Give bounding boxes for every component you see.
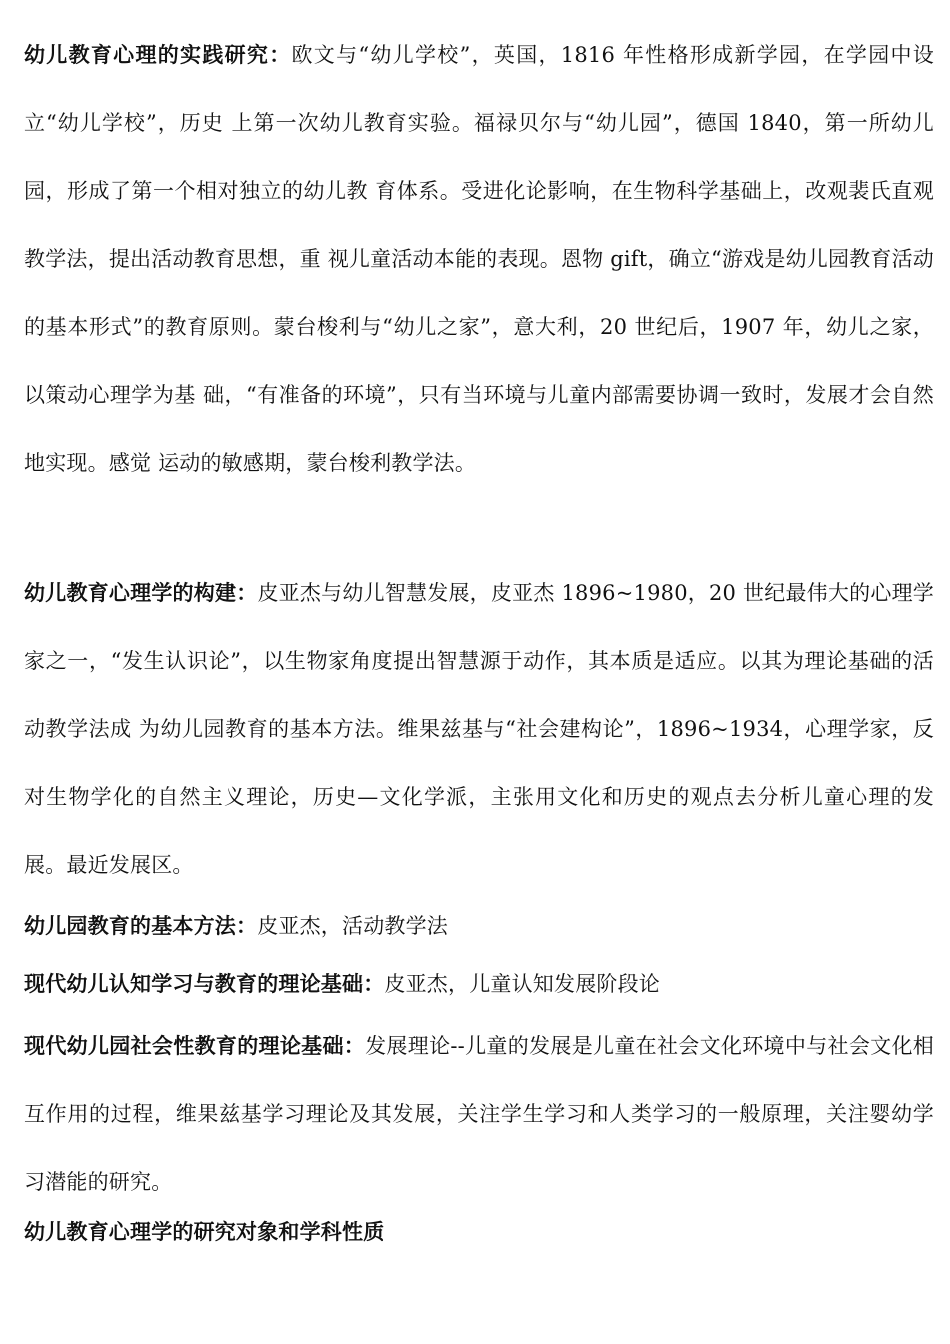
text-construction: 皮亚杰与幼儿智慧发展，皮亚杰 1896~1980，20 世纪最伟大的心理学家之一，“发生认识论”，以生物家角度提出智慧源于动作，其本质是适应。以其为理论基础的活动教学法成 为幼儿园教育的基本方法。维果兹基与“社会建构论”，1896~1934，心理学家，反对生物学化的自然主义理论，历史—文化学派，主张用文化和历史的观点去分析儿童心理的发展。最近发展区。 <box>24 581 934 877</box>
paragraph-construction <box>24 559 934 899</box>
heading-construction: 幼儿教育心理学的构建： <box>24 581 258 605</box>
text-social-basis: 发展理论--儿童的发展是儿童在社会文化环境中与社会文化相互作用的过程，维果兹基学习理论及其发展，关注学生学习和人类学习的一般原理，关注婴幼学习潜能的研究。 <box>24 1034 934 1194</box>
heading-social-basis: 现代幼儿园社会性教育的理论基础： <box>24 1034 366 1058</box>
heading-cognitive-basis: 现代幼儿认知学习与教育的理论基础： <box>24 972 385 996</box>
text-cognitive-basis: 皮亚杰，儿童认知发展阶段论 <box>384 972 661 996</box>
paragraph-social-basis <box>24 1012 934 1216</box>
text-basic-method: 皮亚杰，活动教学法 <box>257 914 449 938</box>
paragraph-practice-research <box>24 21 934 497</box>
heading-practice-research: 幼儿教育心理的实践研究： <box>24 43 292 67</box>
paragraph-cognitive-basis <box>24 969 660 999</box>
text-practice-research: 欧文与“幼儿学校”，英国，1816 年性格形成新学园，在学园中设立“幼儿学校”，历史 上第一次幼儿教育实验。福禄贝尔与“幼儿园”，德国 1840，第一所幼儿园，形成了第一个相对独立的幼儿教 育体系。受进化论影响，在生物科学基础上，改观裴氏直观教学法，提出活动教育思想，重 视儿童活动本能的表现。恩物 gift，确立“游戏是幼儿园教育活动的基本形式”的教育原则。蒙台梭利与“幼儿之家”，意大利，20 世纪后，1907 年，幼儿之家，以策动心理学为基 础，“有准备的环境”，只有当环境与儿童内部需要协调一致时，发展才会自然地实现。感觉 运动的敏感期，蒙台梭利教学法。 <box>24 43 934 475</box>
paragraph-basic-method <box>24 911 448 941</box>
heading-research-object: 幼儿教育心理学的研究对象和学科性质 <box>24 1220 385 1244</box>
paragraph-research-object <box>24 1217 384 1247</box>
heading-basic-method: 幼儿园教育的基本方法： <box>24 914 258 938</box>
